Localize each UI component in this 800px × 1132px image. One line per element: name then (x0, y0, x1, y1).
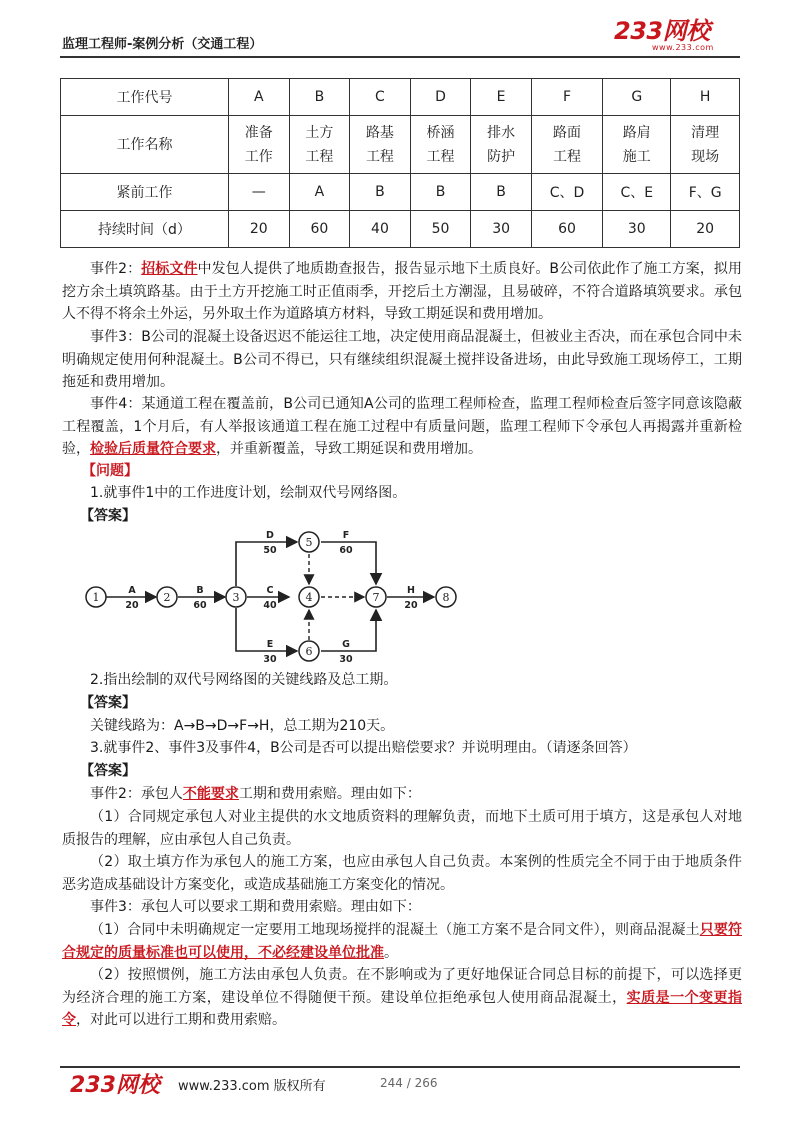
table-cell: C (350, 79, 411, 116)
table-cell: E (471, 79, 532, 116)
table-cell: B (289, 79, 350, 116)
table-cell: 30 (603, 211, 671, 248)
network-diagram (80, 522, 480, 667)
answer-event-2-highlight: 不能要求 (182, 786, 239, 802)
row-header: 紧前工作 (61, 174, 229, 211)
question-1: 1.就事件1中的工作进度计划，绘制双代号网络图。 (90, 485, 407, 501)
question-2: 2.指出绘制的双代号网络图的关键线路及总工期。 (90, 672, 398, 688)
table-cell: B (471, 174, 532, 211)
cell-line: 工程 (426, 148, 455, 165)
reason-highlight: 实质是一个变更指令 (62, 989, 743, 1028)
row-header: 工作名称 (61, 116, 229, 174)
question-3: 3.就事件2、事件3及事件4，B公司是否可以提出赔偿要求？并说明理由。（请逐条回答） (90, 740, 637, 756)
answer-label-1: 【答案】 (80, 508, 136, 524)
work-schedule-table (60, 78, 740, 248)
node-label: 5 (305, 536, 313, 549)
reason-text-end: 。 (384, 944, 398, 961)
node-label: 1 (92, 591, 100, 604)
node-label: 6 (305, 645, 313, 658)
event-4-text-end: ，并重新覆盖，导致工期延误和费用增加。 (216, 441, 482, 457)
event-4-paragraph (62, 393, 742, 461)
answer-event-3: 事件3：承包人可以要求工期和费用索赔。理由如下： (90, 899, 421, 915)
reason-text-end: ，对此可以进行工期和费用索赔。 (76, 1012, 286, 1028)
row-header: 工作代号 (61, 79, 229, 116)
table-row (61, 174, 740, 211)
answer-label-2: 【答案】 (80, 695, 136, 711)
reason-highlight: 只要符合规定的质量标准也可以使用，不必经建设单位批准 (62, 922, 742, 961)
table-cell: A (229, 79, 290, 116)
activity-duration: 20 (125, 600, 139, 611)
answer-event-2-reason-2: （2）取土填方作为承包人的施工方案，也应由承包人自己负责。本案例的性质完全不同于由于地质条件恶劣造成基础设计方案变化，或造成基础施工方案变化的情况。 (62, 854, 742, 893)
table-cell (603, 116, 671, 174)
node-label: 2 (163, 591, 171, 604)
activity-code: F (342, 530, 350, 541)
table-row (61, 116, 740, 174)
table-cell: — (229, 174, 290, 211)
event-4-highlight: 检验后质量符合要求 (90, 441, 216, 457)
event-2-paragraph (62, 258, 742, 326)
answer-event-2-text: 工期和费用索赔。理由如下： (238, 786, 421, 802)
footer-divider (60, 1066, 740, 1068)
table-cell (289, 116, 350, 174)
cell-line: 工程 (365, 148, 394, 165)
event-2-highlight: 招标文件 (141, 261, 198, 277)
logo-url: www.233.com (652, 43, 714, 52)
answer-label-3: 【答案】 (80, 763, 136, 779)
activity-duration: 60 (339, 545, 353, 556)
event-2-text: 中发包人提供了地质勘查报告，报告显示地下土质良好。B公司依此作了施工方案，拟用挖方余土填筑路基。由于土方开挖施工时正值雨季，开挖后土方潮湿，且易破碎，不符合道路填筑要求。承包人不得不将余土外运，另外取土作为道路填方材料，导致工期延误和费用增加。 (62, 261, 742, 322)
cell-line: 防护 (487, 148, 516, 165)
table-cell: 60 (289, 211, 350, 248)
table-row (61, 79, 740, 116)
event-4-text: 事件4：某通道工程在覆盖前，B公司已通知A公司的监理工程师检查，监理工程师检查后签字同意该隐蔽工程覆盖，1个月后，有人举报该通道工程在施工过程中有质量问题，监理工程师下令承包人再揭露并重新检验， (62, 396, 742, 457)
table-cell (229, 116, 290, 174)
page-number: 244 / 266 (380, 1076, 438, 1090)
table-cell: F (531, 79, 602, 116)
table-cell: B (410, 174, 471, 211)
cell-line: 清理 (691, 124, 720, 141)
table-cell: A (289, 174, 350, 211)
cell-line: 桥涵 (426, 124, 455, 141)
cell-line: 施工 (622, 148, 651, 165)
cell-line: 现场 (691, 148, 720, 165)
node-label: 3 (232, 591, 240, 604)
cell-line: 土方 (305, 124, 334, 141)
node-label: 4 (305, 591, 313, 604)
activity-code: D (266, 530, 274, 541)
table-cell (410, 116, 471, 174)
answer-event-2 (90, 783, 770, 806)
cell-line: 工程 (305, 148, 334, 165)
cell-line: 路肩 (622, 124, 651, 141)
header-divider (60, 56, 740, 58)
footer-copyright: www.233.com 版权所有 (178, 1079, 326, 1094)
activity-duration: 40 (263, 600, 277, 611)
table-cell: C、D (531, 174, 602, 211)
table-cell: 60 (531, 211, 602, 248)
table-cell: D (410, 79, 471, 116)
brand-logo (614, 18, 754, 52)
activity-code: A (128, 585, 136, 596)
answer-event-2-lead: 事件2：承包人 (90, 786, 183, 802)
table-cell: B (350, 174, 411, 211)
cell-line: 路面 (553, 124, 582, 141)
answer-event-2-reason-1: （1）合同规定承包人对业主提供的水文地质资料的理解负责，而地下土质可用于填方，这是承包人对地质报告的理解，应由承包人自己负责。 (62, 809, 742, 848)
activity-code: H (407, 585, 415, 596)
activity-code: C (266, 585, 274, 596)
answer-event-3-reason-1 (62, 919, 742, 964)
activity-duration: 60 (193, 600, 207, 611)
table-cell: 20 (671, 211, 740, 248)
activity-code: E (266, 639, 274, 650)
table-cell (531, 116, 602, 174)
document-header-title: 监理工程师-案例分析（交通工程） (62, 37, 263, 52)
cell-line: 准备 (244, 124, 273, 141)
table-cell (671, 116, 740, 174)
activity-duration: 30 (339, 654, 353, 665)
logo-text: 233网校 (614, 17, 710, 45)
table-cell: 20 (229, 211, 290, 248)
answer-event-3-reason-2 (62, 964, 742, 1032)
table-cell: 40 (350, 211, 411, 248)
activity-duration: 20 (404, 600, 418, 611)
answer-2: 关键线路为：A→B→D→F→H，总工期为210天。 (90, 718, 395, 734)
table-cell: 30 (471, 211, 532, 248)
table-cell: G (603, 79, 671, 116)
cell-line: 路基 (365, 124, 394, 141)
table-cell (471, 116, 532, 174)
activity-code: B (196, 585, 204, 596)
table-cell: 50 (410, 211, 471, 248)
table-cell (350, 116, 411, 174)
table-cell: F、G (671, 174, 740, 211)
event-2-lead: 事件2： (90, 261, 142, 277)
activity-code: G (342, 639, 350, 650)
activity-duration: 50 (263, 545, 277, 556)
reason-text: （2）按照惯例，施工方法由承包人负责。在不影响或为了更好地保证合同总目标的前提下，可以选择更为经济合理的施工方案，建设单位不得随便干预。建设单位拒绝承包人使用商品混凝土， (62, 967, 742, 1006)
questions-heading: 【问题】 (82, 463, 138, 479)
table-cell: C、E (603, 174, 671, 211)
reason-text: （1）合同中未明确规定一定要用工地现场搅拌的混凝土（施工方案不是合同文件），则商品混凝土 (90, 922, 700, 938)
cell-line: 工程 (553, 148, 582, 165)
table-cell: H (671, 79, 740, 116)
table-row (61, 211, 740, 248)
activity-duration: 30 (263, 654, 277, 665)
node-label: 7 (372, 591, 380, 604)
cell-line: 排水 (487, 124, 516, 141)
row-header: 持续时间（d） (61, 211, 229, 248)
event-3-paragraph: 事件3：B公司的混凝土设备迟迟不能运往工地，决定使用商品混凝土，但被业主否决，而在承包合同中未明确规定使用何种混凝土。B公司不得已，只有继续组织混凝土搅拌设备进场，由此导致施工现场停工，工期拖延和费用增加。 (62, 329, 742, 390)
node-label: 8 (442, 591, 450, 604)
cell-line: 工作 (244, 148, 273, 165)
footer-logo: 233网校 (70, 1073, 160, 1098)
